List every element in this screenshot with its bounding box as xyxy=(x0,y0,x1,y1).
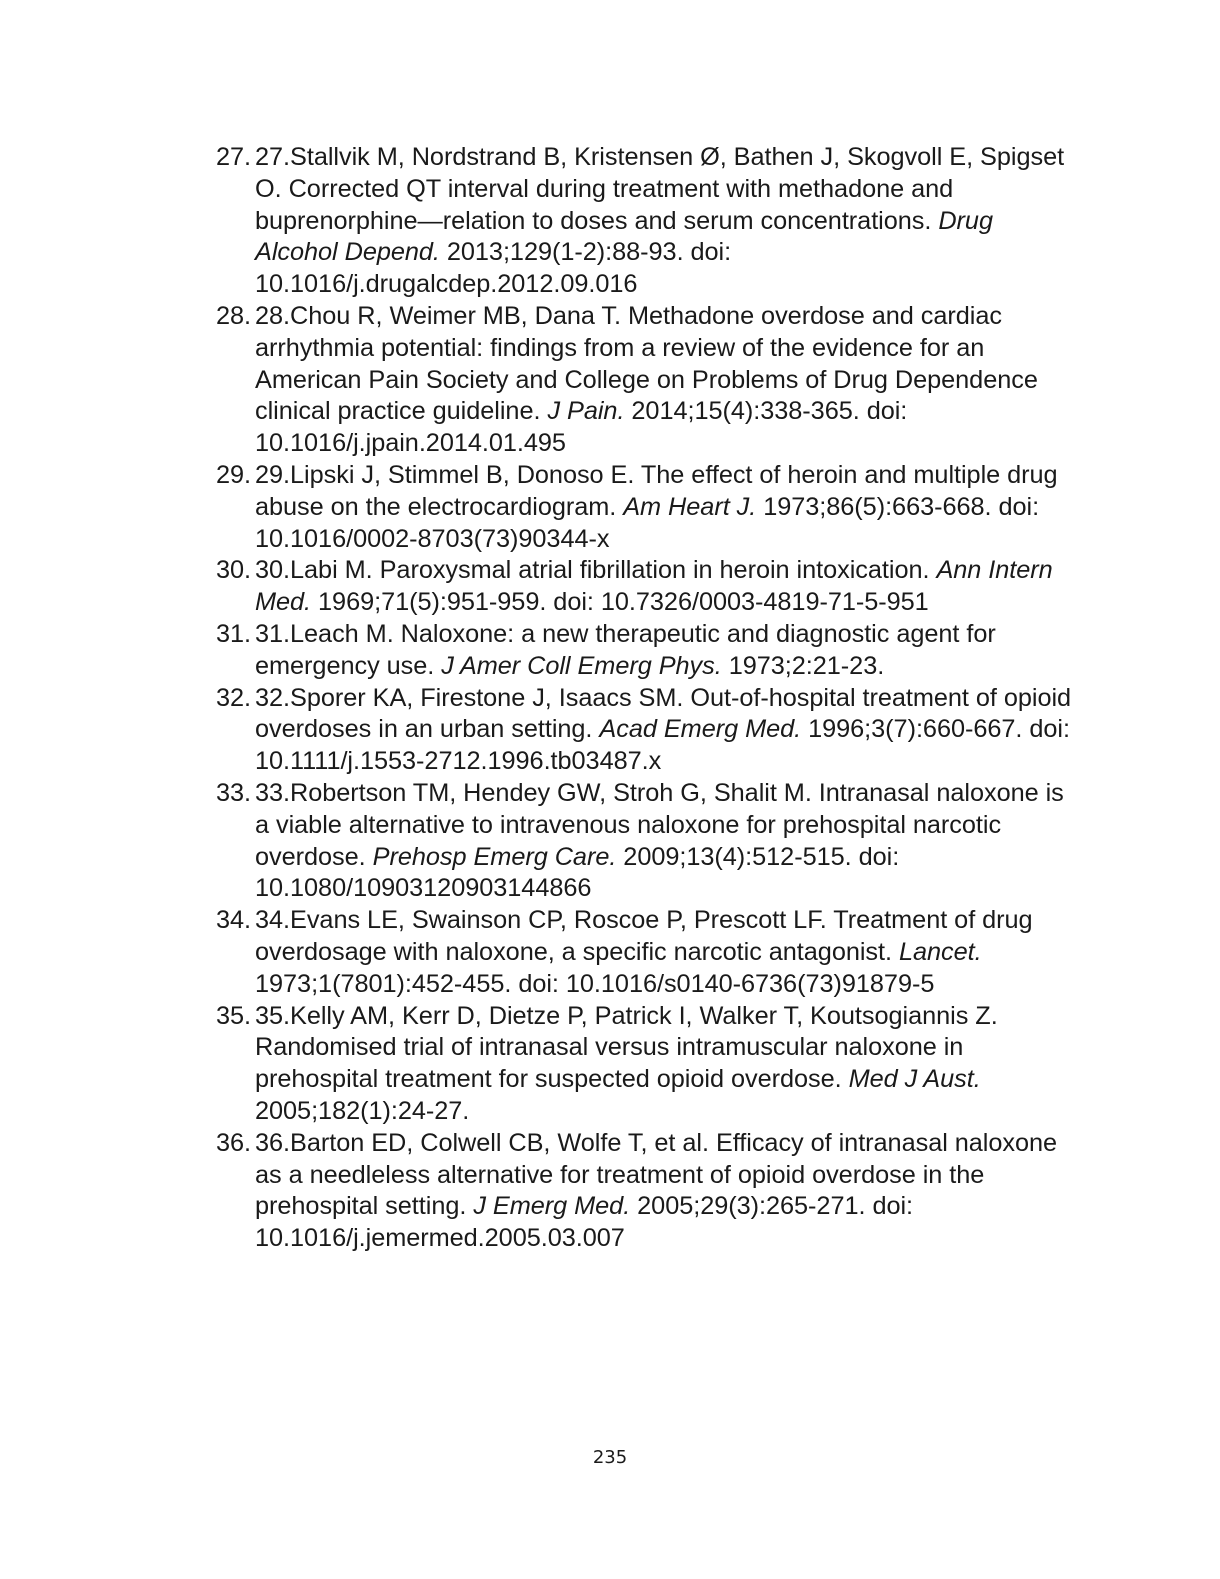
journal-title: J Pain. xyxy=(547,397,625,426)
journal-title: Lancet. xyxy=(898,937,982,966)
reference-item xyxy=(216,142,1076,301)
reference-item xyxy=(216,1128,1076,1255)
journal-title: Prehosp Emerg Care. xyxy=(372,842,617,871)
journal-title: Drug Alcohol Depend. xyxy=(255,206,993,267)
citation-text: 35.Kelly AM, Kerr D, Dietze P, Patrick I, Walker T, Koutsogiannis Z. Randomised trial of intranasal versus intramuscular naloxone in prehospital treatment for suspected opioid overdose. xyxy=(255,1001,998,1094)
citation-text: 1973;1(7801):452-455. doi: 10.1016/s0140-6736(73)91879-5 xyxy=(255,969,935,998)
reference-text xyxy=(255,1129,1057,1252)
page-number: 235 xyxy=(592,1447,628,1468)
reference-number: 29. xyxy=(216,460,252,489)
reference-number: 35. xyxy=(216,1001,252,1030)
reference-number: 36. xyxy=(216,1128,252,1157)
reference-number: 30. xyxy=(216,556,252,585)
citation-text: 27.Stallvik M, Nordstrand B, Kristensen Ø, Bathen J, Skogvoll E, Spigset O. Corrected QT interval during treatment with methadone and buprenorphine—relation to doses and serum concentrations. xyxy=(255,143,1065,235)
reference-text xyxy=(255,302,1038,457)
reference-text xyxy=(255,1002,998,1125)
citation-text: 34.Evans LE, Swainson CP, Roscoe P, Prescott LF. Treatment of drug overdosage with naloxone, a specific narcotic antagonist. xyxy=(255,906,1033,966)
journal-title: J Amer Coll Emerg Phys. xyxy=(441,651,722,680)
reference-number: 33. xyxy=(216,778,252,807)
citation-text: 33.Robertson TM, Hendey GW, Stroh G, Shalit M. Intranasal naloxone is a viable alternative to intravenous naloxone for prehospital narcotic overdose. xyxy=(255,778,1064,871)
reference-item xyxy=(216,778,1076,905)
reference-text xyxy=(255,620,996,680)
reference-number: 28. xyxy=(216,301,252,330)
citation-text: 2014;15(4):338-365. doi: 10.1016/j.jpain.2014.01.495 xyxy=(255,397,908,458)
reference-number: 31. xyxy=(216,619,252,648)
citation-text: 2005;182(1):24-27. xyxy=(255,1096,470,1125)
journal-title: J Emerg Med. xyxy=(473,1192,631,1221)
reference-text xyxy=(255,906,1033,998)
citation-text: 28.Chou R, Weimer MB, Dana T. Methadone overdose and cardiac arrhythmia potential: findings from a review of the evidence for an American Pain Society and College on Problems of Drug Dependence clinical practice guideline. xyxy=(255,301,1038,426)
reference-number: 34. xyxy=(216,906,252,935)
reference-item xyxy=(216,301,1076,460)
reference-text xyxy=(255,684,1071,776)
reference-item xyxy=(216,460,1076,555)
reference-item xyxy=(216,1001,1076,1128)
citation-text: 1973;2:21-23. xyxy=(721,651,885,680)
reference-text xyxy=(255,461,1058,553)
citation-text: 2005;29(3):265-271. doi: 10.1016/j.jemermed.2005.03.007 xyxy=(255,1192,914,1253)
reference-item xyxy=(216,905,1076,1000)
journal-title: Ann Intern Med. xyxy=(255,556,1053,617)
journal-title: Am Heart J. xyxy=(623,492,757,521)
reference-list xyxy=(216,142,1076,1255)
citation-text: 2009;13(4):512-515. doi: 10.1080/10903120903144866 xyxy=(255,842,900,903)
reference-text xyxy=(255,556,1053,616)
citation-text: 1973;86(5):663-668. doi: 10.1016/0002-8703(73)90344-x xyxy=(255,492,1040,553)
reference-number: 27. xyxy=(216,143,252,171)
journal-title: Med J Aust. xyxy=(848,1065,981,1094)
citation-text: 36.Barton ED, Colwell CB, Wolfe T, et al. Efficacy of intranasal naloxone as a needleless alternative for treatment of opioid overdose in the prehospital setting. xyxy=(255,1128,1058,1221)
citation-text: 2013;129(1-2):88-93. doi: 10.1016/j.drugalcdep.2012.09.016 xyxy=(255,238,732,299)
citation-text: 31.Leach M. Naloxone: a new therapeutic and diagnostic agent for emergency use. xyxy=(255,619,996,680)
reference-number: 32. xyxy=(216,683,252,712)
citation-text: 1996;3(7):660-667. doi: 10.1111/j.1553-2712.1996.tb03487.x xyxy=(255,715,1070,776)
citation-text: 30.Labi M. Paroxysmal atrial fibrillation in heroin intoxication. xyxy=(255,556,937,585)
reference-text xyxy=(255,779,1064,902)
citation-text: 29.Lipski J, Stimmel B, Donoso E. The effect of heroin and multiple drug abuse on the electrocardiogram. xyxy=(255,460,1058,521)
reference-item xyxy=(216,683,1076,778)
journal-title: Acad Emerg Med. xyxy=(599,715,802,744)
citation-text: 32.Sporer KA, Firestone J, Isaacs SM. Out-of-hospital treatment of opioid overdoses in an urban setting. xyxy=(255,683,1072,744)
reference-item xyxy=(216,555,1076,619)
reference-text xyxy=(255,143,1064,298)
citation-text: 1969;71(5):951-959. doi: 10.7326/0003-4819-71-5-951 xyxy=(311,588,929,617)
reference-item xyxy=(216,619,1076,683)
